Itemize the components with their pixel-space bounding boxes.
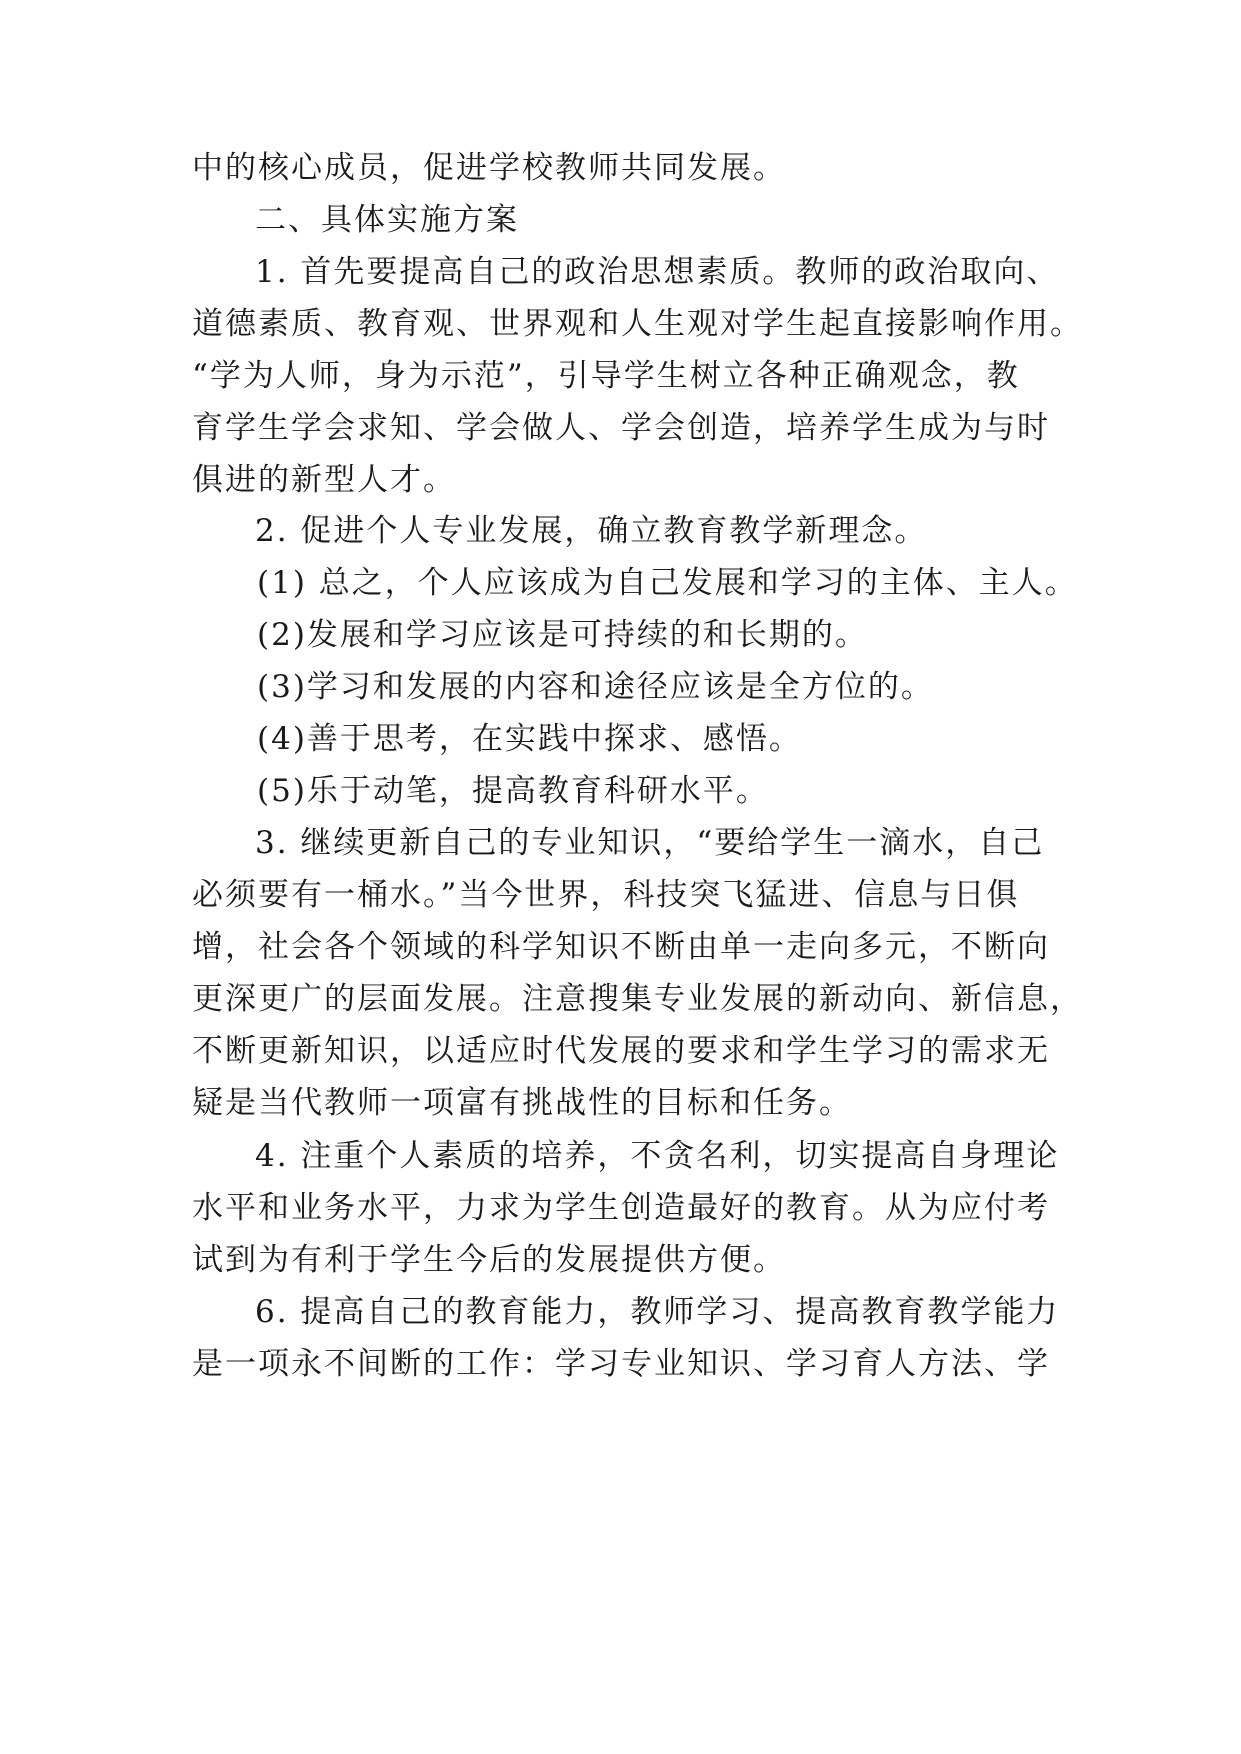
list-item: (1) 总之，个人应该成为自己发展和学习的主体、主人。 (257, 565, 1078, 601)
text-line: 俱进的新型人才。 (192, 462, 456, 498)
text-line: 4. 注重个人素质的培养，不贪名利，切实提高自身理论 (255, 1138, 1060, 1174)
text-line: 2. 促进个人专业发展，确立教育教学新理念。 (255, 513, 928, 549)
text-line: 不断更新知识，以适应时代发展的要求和学生学习的需求无 (192, 1033, 1050, 1069)
list-item: (5)乐于动笔，提高教育科研水平。 (257, 773, 769, 809)
text-line: 疑是当代教师一项富有挑战性的目标和任务。 (192, 1085, 852, 1121)
text-line: 必须要有一桶水。”当今世界，科技突飞猛进、信息与日俱 (192, 877, 1020, 913)
text-line: 1. 首先要提高自己的政治思想素质。教师的政治取向、 (255, 254, 1060, 290)
text-line: 育学生学会求知、学会做人、学会创造，培养学生成为与时 (192, 410, 1050, 446)
text-line: 中的核心成员，促进学校教师共同发展。 (192, 150, 786, 186)
list-item: (4)善于思考，在实践中探求、感悟。 (257, 721, 802, 757)
text-line: “学为人师，身为示范”，引导学生树立各种正确观念，教 (192, 358, 1020, 394)
list-item: (2)发展和学习应该是可持续的和长期的。 (257, 617, 868, 653)
text-line: 水平和业务水平，力求为学生创造最好的教育。从为应付考 (192, 1190, 1050, 1226)
text-line: 增，社会各个领域的科学知识不断由单一走向多元，不断向 (192, 929, 1050, 965)
text-line: 更深更广的层面发展。注意搜集专业发展的新动向、新信息， (192, 981, 1083, 1017)
list-item: (3)学习和发展的内容和途径应该是全方位的。 (257, 669, 934, 705)
text-line: 是一项永不间断的工作：学习专业知识、学习育人方法、学 (192, 1346, 1050, 1382)
text-line: 3. 继续更新自己的专业知识，“要给学生一滴水，自己 (255, 825, 1045, 861)
text-line: 6. 提高自己的教育能力，教师学习、提高教育教学能力 (255, 1294, 1060, 1330)
text-line: 道德素质、教育观、世界观和人生观对学生起直接影响作用。 (192, 306, 1083, 342)
section-heading: 二、具体实施方案 (255, 202, 519, 238)
text-line: 试到为有利于学生今后的发展提供方便。 (192, 1242, 786, 1278)
